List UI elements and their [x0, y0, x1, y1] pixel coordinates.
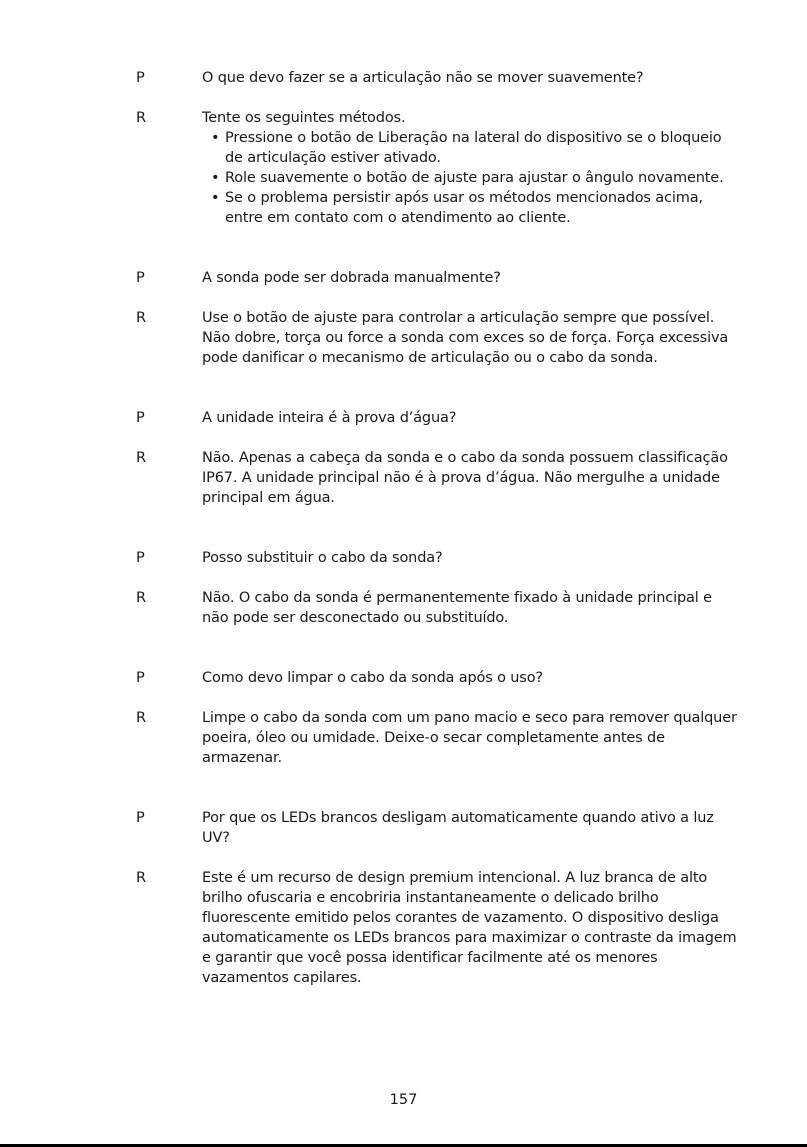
answer-text: [202, 108, 742, 228]
question-tag: P: [136, 410, 145, 426]
answer-intro: Tente os seguintes métodos.: [202, 110, 406, 126]
question-tag: P: [136, 70, 145, 86]
question-text: [202, 808, 742, 848]
text-line: O que devo fazer se a articulação não se mover suavemente?: [202, 70, 644, 86]
answer-tag: R: [136, 870, 147, 886]
text-line: e garantir que você possa identificar facilmente até os menores: [202, 950, 658, 966]
answer-tag: R: [136, 590, 147, 606]
text-line: poeira, óleo ou umidade. Deixe-o secar completamente antes de: [202, 730, 665, 746]
question-text: [202, 68, 742, 88]
list-item: [202, 168, 742, 188]
answer-text: [202, 308, 742, 368]
text-line: Não. Apenas a cabeça da sonda e o cabo da sonda possuem classificação: [202, 450, 728, 466]
text-line: Como devo limpar o cabo da sonda após o uso?: [202, 670, 543, 686]
text-line: brilho ofuscaria e encobriria instantaneamente o delicado brilho: [202, 890, 659, 906]
text-line: • Se o problema persistir após usar os métodos mencionados acima,: [225, 190, 703, 206]
text-line: de articulação estiver ativado.: [225, 150, 441, 166]
answer-text: [202, 448, 742, 508]
text-line: fluorescente emitido pelos corantes de vazamento. O dispositivo desliga: [202, 910, 719, 926]
answer-tag: R: [136, 110, 147, 126]
text-line: • Pressione o botão de Liberação na lateral do dispositivo se o bloqueio: [225, 130, 722, 146]
text-line: principal em água.: [202, 490, 335, 506]
text-line: Limpe o cabo da sonda com um pano macio e seco para remover qualquer: [202, 710, 737, 726]
answer-tag: R: [136, 310, 147, 326]
answer-text: [202, 708, 742, 768]
answer-tag: R: [136, 710, 147, 726]
text-line: Por que os LEDs brancos desligam automaticamente quando ativo a luz: [202, 810, 714, 826]
text-line: Não. O cabo da sonda é permanentemente fixado à unidade principal e: [202, 590, 712, 606]
list-item: [202, 128, 742, 168]
text-line: UV?: [202, 830, 230, 846]
text-line: automaticamente os LEDs brancos para maximizar o contraste da imagem: [202, 930, 737, 946]
question-tag: P: [136, 270, 145, 286]
answer-tag: R: [136, 450, 147, 466]
question-tag: P: [136, 550, 145, 566]
question-text: [202, 668, 742, 688]
text-line: Este é um recurso de design premium intencional. A luz branca de alto: [202, 870, 708, 886]
text-line: pode danificar o mecanismo de articulação ou o cabo da sonda.: [202, 350, 658, 366]
text-line: vazamentos capilares.: [202, 970, 362, 986]
answer-text: [202, 588, 742, 628]
text-line: Não dobre, torça ou force a sonda com exces so de força. Força excessiva: [202, 330, 729, 346]
text-line: Use o botão de ajuste para controlar a articulação sempre que possível.: [202, 310, 715, 326]
question-text: [202, 548, 742, 568]
question-tag: P: [136, 670, 145, 686]
text-line: • Role suavemente o botão de ajuste para ajustar o ângulo novamente.: [225, 170, 724, 186]
page-number: 157: [389, 1092, 418, 1108]
bullet-list: [202, 128, 742, 228]
question-tag: P: [136, 810, 145, 826]
text-line: Posso substituir o cabo da sonda?: [202, 550, 443, 566]
text-line: armazenar.: [202, 750, 282, 766]
question-text: [202, 268, 742, 288]
list-item: [202, 188, 742, 228]
answer-text: [202, 868, 742, 988]
question-text: [202, 408, 742, 428]
text-line: não pode ser desconectado ou substituído.: [202, 610, 509, 626]
text-line: A sonda pode ser dobrada manualmente?: [202, 270, 501, 286]
text-line: entre em contato com o atendimento ao cliente.: [225, 210, 571, 226]
text-line: IP67. A unidade principal não é à prova d’água. Não mergulhe a unidade: [202, 470, 720, 486]
text-line: A unidade inteira é à prova d’água?: [202, 410, 457, 426]
